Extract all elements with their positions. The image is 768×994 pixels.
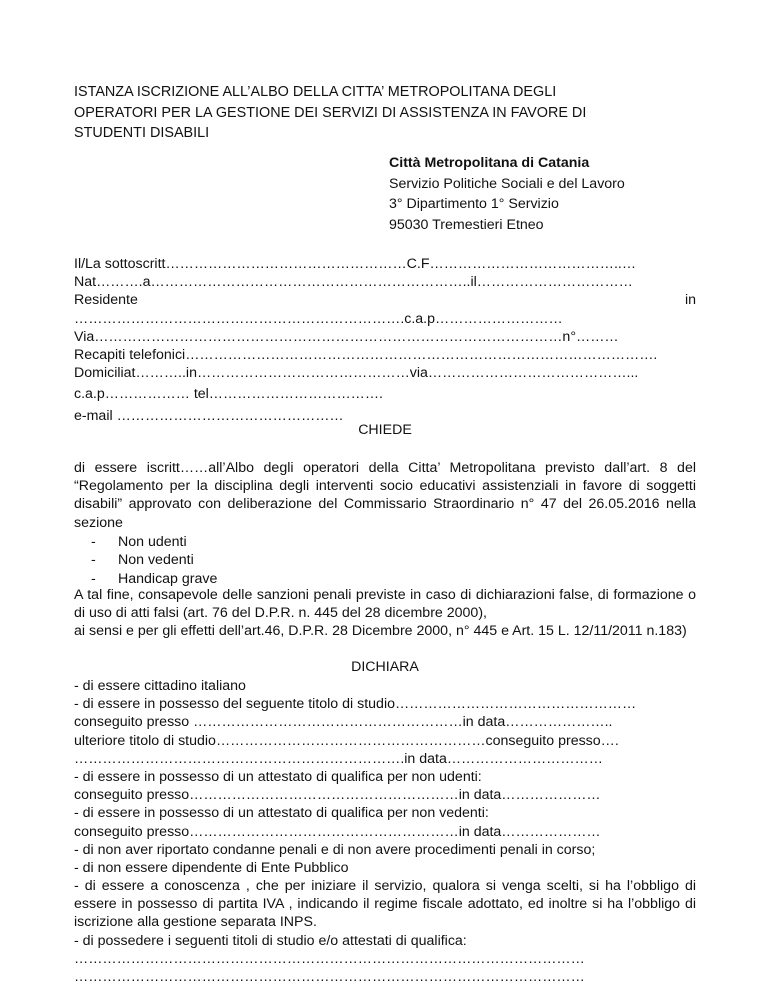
declaration-item: - di essere in possesso di un attestato di qualifica per non vedenti: bbox=[74, 805, 489, 822]
addressee-org: Città Metropolitana di Catania bbox=[389, 155, 590, 171]
title-line: ISTANZA ISCRIZIONE ALL’ALBO DELLA CITTA’ METROPOLITANA DEGLI bbox=[74, 84, 557, 100]
title-line: STUDENTI DISABILI bbox=[74, 125, 210, 141]
addressee-line: Servizio Politiche Sociali e del Lavoro bbox=[389, 175, 625, 192]
residence-label: Residente bbox=[74, 292, 138, 309]
field-street[interactable]: Via………………………………………………………………………………………n°……… bbox=[74, 328, 619, 345]
option-non-vedenti[interactable] bbox=[74, 551, 696, 569]
declaration-field[interactable]: …………………………………………………………….in data…………………………… bbox=[74, 750, 603, 767]
blank-line[interactable]: ……………………………………………………………………………………………… bbox=[74, 950, 585, 967]
field-birth[interactable]: Nat……….a…………………………………………………………..il…………………………… bbox=[74, 274, 633, 291]
premise-paragraph: A tal fine, consapevole delle sanzioni penali previste in caso di dichiarazioni false, di formazione o di uso di atti falsi (art. 76 del D.P.R. n. 445 del 28 dicembre 2000), bbox=[74, 587, 696, 622]
declarations-list bbox=[74, 677, 696, 986]
document-title bbox=[74, 82, 674, 144]
option-non-udenti[interactable] bbox=[74, 533, 696, 551]
field-residence bbox=[74, 291, 696, 309]
declaration-item: - di essere cittadino italiano bbox=[74, 678, 246, 694]
chiede-paragraph: di essere iscritt……all’Albo degli operatori della Citta’ Metropolitana previsto dall’art. 8 del “Regolamento per la disciplina degli interventi socio educativi assistenziali in favore di soggetti disabili” approvato con deliberazione del Commissario Straordinario n° 47 del 26.05.2016 nella sezione bbox=[74, 460, 696, 531]
addressee-block bbox=[389, 153, 625, 235]
declaration-item: - di non essere dipendente di Ente Pubblico bbox=[74, 859, 349, 876]
premise-paragraph-2: ai sensi e per gli effetti dell’art.46, D.P.R. 28 Dicembre 2000, n° 445 e Art. 15 L. 12/11/2011 n.183) bbox=[74, 623, 687, 639]
field-name-cf[interactable]: Il/La sottoscritt……………………………………………C.F…………………………………..… bbox=[74, 256, 637, 272]
declaration-field[interactable]: conseguito presso…………………………………………………in data………………… bbox=[74, 787, 601, 804]
dash: - bbox=[91, 534, 96, 551]
option-label: Non vedenti bbox=[118, 552, 194, 569]
addressee-line: 3° Dipartimento 1° Servizio bbox=[389, 196, 559, 212]
title-line: OPERATORI PER LA GESTIONE DEI SERVIZI DI ASSISTENZA IN FAVORE DI bbox=[74, 104, 587, 121]
personal-data-section bbox=[74, 255, 696, 425]
addressee-line: 95030 Tremestieri Etneo bbox=[389, 216, 544, 233]
section-options bbox=[74, 515, 696, 588]
option-label: Non udenti bbox=[118, 534, 187, 551]
chiede-heading: CHIEDE bbox=[358, 422, 412, 438]
field-cap-tel[interactable]: c.a.p……………… tel………………………………. bbox=[74, 386, 384, 403]
blank-line[interactable]: ……………………………………………………………………………………………… bbox=[74, 969, 585, 986]
dichiara-heading: DICHIARA bbox=[351, 659, 419, 675]
declaration-field[interactable]: conseguito presso …………………………………………………in data………………….. bbox=[74, 714, 613, 731]
option-label: Handicap grave bbox=[118, 570, 218, 587]
declaration-item: - di essere in possesso di un attestato di qualifica per non udenti: bbox=[74, 768, 482, 785]
declaration-field[interactable]: ulteriore titolo di studio…………………………………………………conseguito presso…. bbox=[74, 732, 619, 749]
declaration-field[interactable]: - di essere in possesso del seguente titolo di studio…………………………………………… bbox=[74, 696, 637, 713]
declaration-item: - di non aver riportato condanne penali e di non avere procedimenti penali in corso; bbox=[74, 841, 596, 858]
field-domicile[interactable]: Domiciliat………..in………………………………………via……………………………………... bbox=[74, 365, 639, 382]
residence-in-label: in bbox=[684, 292, 696, 309]
field-email[interactable]: e-mail ………………………………………… bbox=[74, 407, 344, 424]
declaration-field[interactable]: conseguito presso…………………………………………………in data………………… bbox=[74, 823, 601, 840]
dash: - bbox=[91, 552, 96, 569]
field-residence-cap[interactable]: …………………………………………………………….c.a.p……………………… bbox=[74, 310, 563, 327]
field-phone[interactable]: Recapiti telefonici………………………………………………………………………………………. bbox=[74, 346, 658, 363]
declaration-item: - di possedere i seguenti titoli di studio e/o attestati di qualifica: bbox=[74, 932, 467, 949]
dash: - bbox=[91, 570, 96, 587]
declaration-iva: - di essere a conoscenza , che per iniziare il servizio, qualora si venga scelti, si ha l’obbligo di essere in possesso di partita IVA , indicando il regime fiscale adottato, ed inoltre si ha l’obbligo di iscrizione alla gestione separata INPS. bbox=[74, 878, 696, 931]
